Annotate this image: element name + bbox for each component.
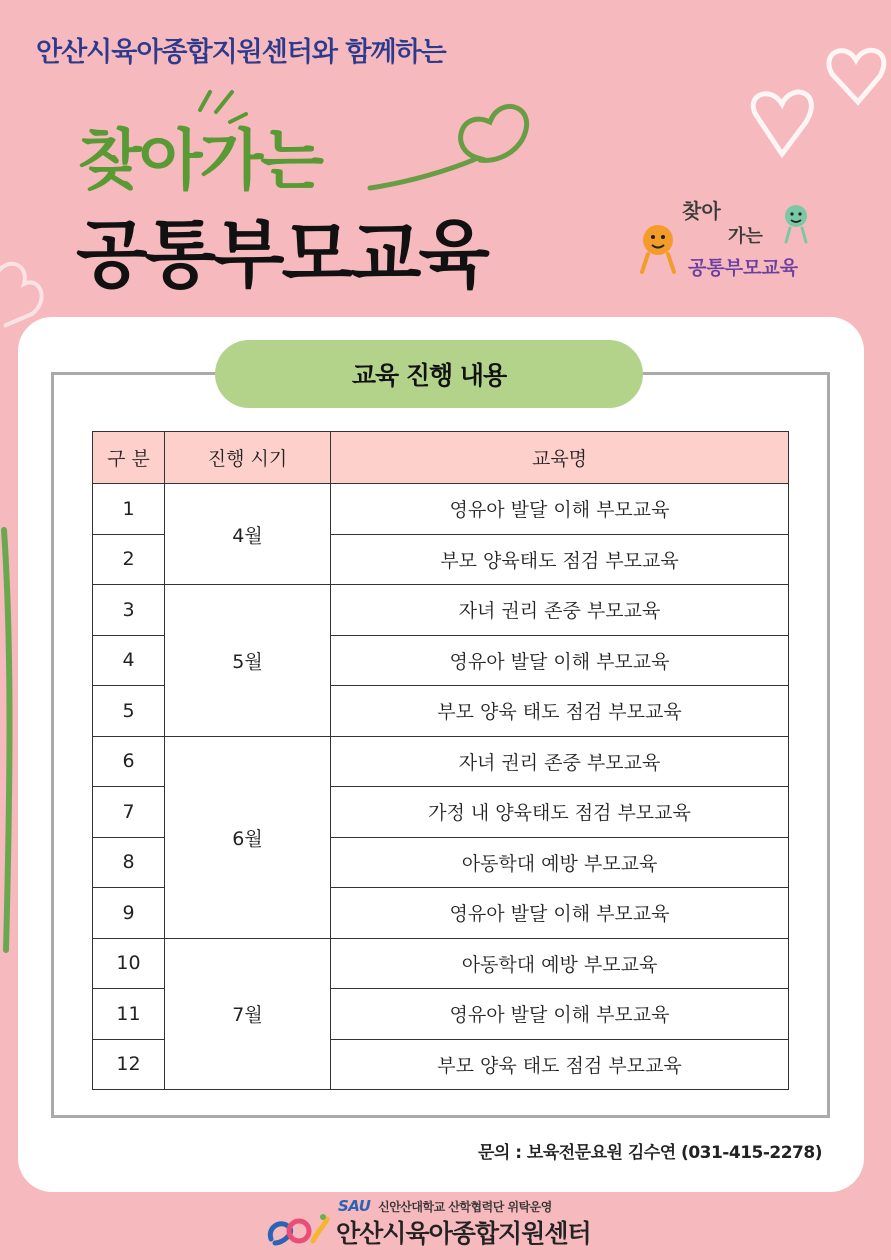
row-month: 5월 <box>165 585 331 737</box>
row-course-name: 부모 양육태도 점검 부모교육 <box>331 534 789 585</box>
row-number: 6 <box>93 736 165 787</box>
row-course-name: 영유아 발달 이해 부모교육 <box>331 989 789 1040</box>
logo-text-line-3: 공통부모교육 <box>688 257 799 279</box>
row-course-name: 영유아 발달 이해 부모교육 <box>331 635 789 686</box>
row-course-name: 영유아 발달 이해 부모교육 <box>331 484 789 535</box>
row-number: 4 <box>93 635 165 686</box>
row-number: 12 <box>93 1039 165 1090</box>
footer-operator-line <box>338 1197 552 1215</box>
table-row <box>93 484 789 535</box>
row-number: 1 <box>93 484 165 535</box>
footer-organization-name: 안산시육아종합지원센터 <box>336 1219 591 1248</box>
row-course-name: 부모 양육 태도 점검 부모교육 <box>331 1039 789 1090</box>
row-course-name: 가정 내 양육태도 점검 부모교육 <box>331 787 789 838</box>
logo-text-line-1: 찾아 <box>682 199 721 223</box>
row-month: 4월 <box>165 484 331 585</box>
table-row <box>93 938 789 989</box>
header-period: 진행 시기 <box>165 432 331 484</box>
table-header-row <box>93 432 789 484</box>
title-line-1: 찾아가는 <box>78 122 322 199</box>
row-course-name: 아동학대 예방 부모교육 <box>331 938 789 989</box>
logo-text-line-2: 가는 <box>728 226 763 247</box>
row-course-name: 부모 양육 태도 점검 부모교육 <box>331 686 789 737</box>
row-number: 5 <box>93 686 165 737</box>
row-number: 7 <box>93 787 165 838</box>
row-course-name: 자녀 권리 존중 부모교육 <box>331 736 789 787</box>
row-number: 2 <box>93 534 165 585</box>
row-number: 3 <box>93 585 165 636</box>
contact-info: 문의 : 보육전문요원 김수연 (031-415-2278) <box>477 1143 822 1163</box>
header-number: 구 분 <box>93 432 165 484</box>
row-number: 10 <box>93 938 165 989</box>
row-month: 6월 <box>165 736 331 938</box>
row-month: 7월 <box>165 938 331 1090</box>
education-schedule-table <box>92 431 789 1090</box>
table-row <box>93 585 789 636</box>
row-number: 11 <box>93 989 165 1040</box>
header-subtitle: 안산시육아종합지원센터와 함께하는 <box>36 37 446 68</box>
title-line-2: 공통부모교육 <box>76 212 487 298</box>
center-logo-icon <box>263 1209 331 1253</box>
footer-operator: 신안산대학교 산학협력단 위탁운영 <box>378 1200 552 1214</box>
row-course-name: 자녀 권리 존중 부모교육 <box>331 585 789 636</box>
row-number: 9 <box>93 888 165 939</box>
header-course-name: 교육명 <box>331 432 789 484</box>
section-heading: 교육 진행 내용 <box>215 340 643 408</box>
row-course-name: 아동학대 예방 부모교육 <box>331 837 789 888</box>
sau-logo-text: SAU <box>338 1197 371 1215</box>
table-row <box>93 736 789 787</box>
row-course-name: 영유아 발달 이해 부모교육 <box>331 888 789 939</box>
program-logo <box>636 190 816 290</box>
row-number: 8 <box>93 837 165 888</box>
